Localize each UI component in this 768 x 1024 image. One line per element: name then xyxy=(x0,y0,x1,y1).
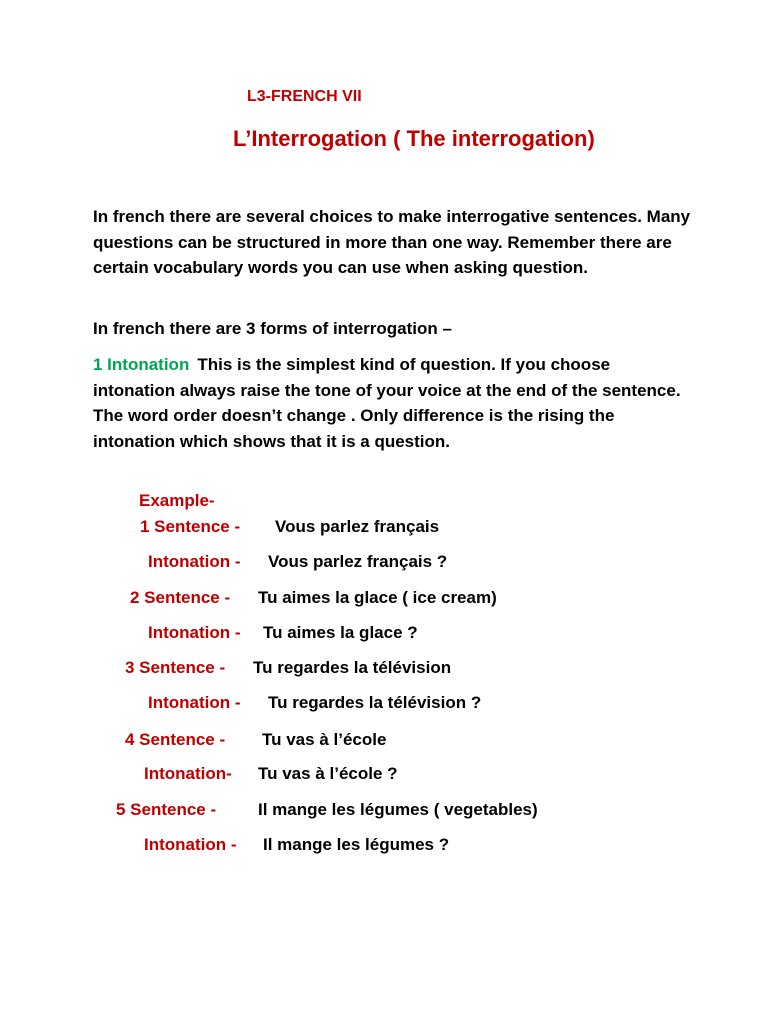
example-5-sentence-label: 5 Sentence - xyxy=(116,800,217,819)
example-1-intonation-text: Vous parlez français ? xyxy=(268,552,448,571)
example-3-intonation-text: Tu regardes la télévision ? xyxy=(268,693,482,712)
example-4-sentence-text: Tu vas à l’école xyxy=(262,730,387,749)
example-2-intonation-label: Intonation - xyxy=(148,623,241,642)
example-5-intonation-text: Il mange les légumes ? xyxy=(263,835,450,854)
example-1-intonation xyxy=(148,552,241,572)
example-heading xyxy=(139,491,215,511)
example-3-sentence xyxy=(125,658,225,678)
example-1-intonation-label: Intonation - xyxy=(148,552,241,571)
example-4-intonation xyxy=(144,764,232,784)
course-code: L3-FRENCH VII xyxy=(247,88,362,105)
example-3-sentence-text: Tu regardes la télévision xyxy=(253,658,452,677)
example-4-intonation-text: Tu vas à l’école ? xyxy=(258,764,398,783)
example-2-sentence xyxy=(130,588,230,608)
example-4-sentence-label: 4 Sentence - xyxy=(125,730,226,749)
intonation-section-text: This is the simplest kind of question. If you choose intonation always raise the tone of your voice at the end of the sentence. The word order doesn’t change . Only difference is the rising the intonation which shows that it is a question. xyxy=(93,355,681,451)
example-5-intonation xyxy=(144,835,237,855)
example-1-sentence-text: Vous parlez français xyxy=(275,517,440,536)
example-3-intonation-label: Intonation - xyxy=(148,693,241,712)
example-heading-text: Example- xyxy=(139,491,215,510)
example-5-sentence-text: Il mange les légumes ( vegetables) xyxy=(258,800,538,819)
intonation-section xyxy=(93,352,693,454)
example-2-sentence-text: Tu aimes la glace ( ice cream) xyxy=(258,588,497,607)
example-2-sentence-label: 2 Sentence - xyxy=(130,588,231,607)
example-3-intonation xyxy=(148,693,241,713)
example-4-intonation-label: Intonation- xyxy=(144,764,232,783)
example-3-sentence-label: 3 Sentence - xyxy=(125,658,226,677)
example-2-intonation xyxy=(148,623,241,643)
intro-paragraph: In french there are several choices to make interrogative sentences. Many questions can be structured in more than one way. Remember there are certain vocabulary words you can use when asking question. xyxy=(93,207,691,277)
intonation-section-label: 1 Intonation xyxy=(93,355,190,374)
forms-line: In french there are 3 forms of interrogation – xyxy=(93,319,452,338)
example-5-intonation-label: Intonation - xyxy=(144,835,237,854)
example-5-sentence xyxy=(116,800,216,820)
example-1-sentence-label: 1 Sentence - xyxy=(140,517,241,536)
page-title: L’Interrogation ( The interrogation) xyxy=(233,126,595,151)
example-1-sentence xyxy=(140,517,240,537)
example-4-sentence xyxy=(125,730,225,750)
example-2-intonation-text: Tu aimes la glace ? xyxy=(263,623,418,642)
